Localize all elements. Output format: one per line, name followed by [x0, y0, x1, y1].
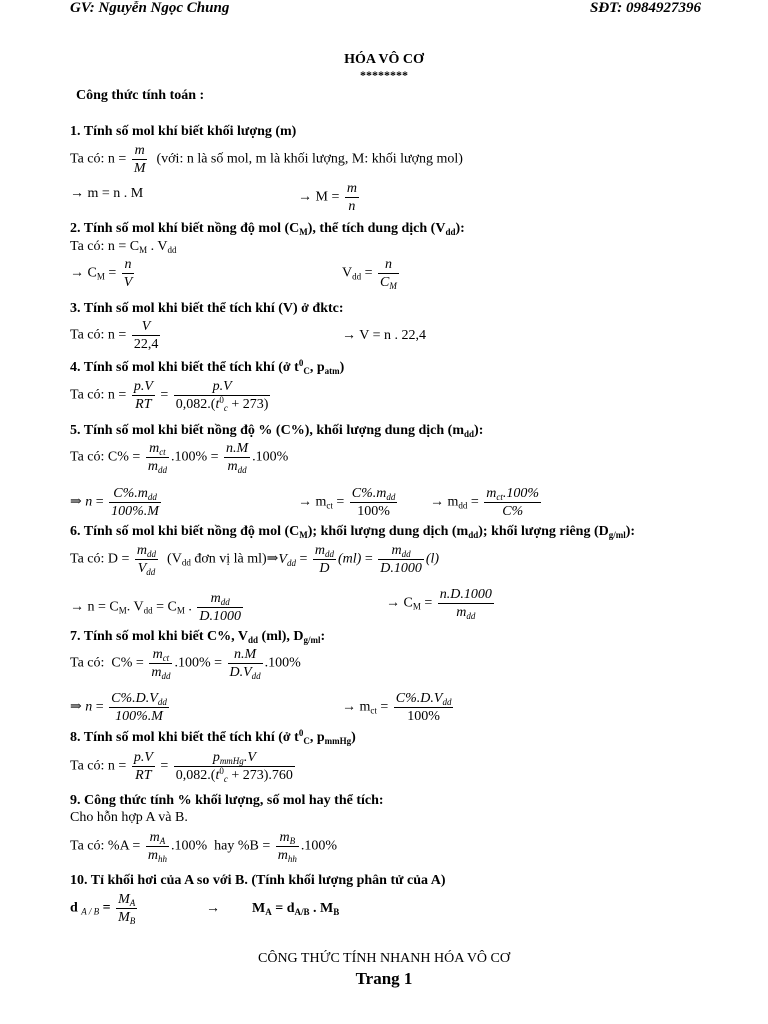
formula-7c: → $m_{ct}$ = $\frac{C\%.D.V_{dd}}{100\%}$: [342, 691, 452, 724]
section-6-heading: 6. Tính số mol khi biết nồng độ mol $(C_M)$; khối lượng dung dịch $(m_{dd})$; khối lượng riêng $(D_{g/ml})$:: [70, 524, 636, 540]
formula-4: Ta có: n = $\frac{p.V}{RT}$ = $\frac{p.V}{0,082.(t^0_c + 273)}$: [70, 379, 269, 413]
section-3-heading: 3. Tính số mol khi biết thể tích khí (V) ở đktc:: [70, 301, 344, 316]
formula-8: Ta có: n = $\frac{p.V}{RT}$ = $\frac{p_{mmHg}.V}{0,082.(t^0_c + 273).760}$: [70, 750, 293, 784]
section-2-heading: 2. Tính số mol khí biết nồng độ mol $(C_M)$, thể tích dung dịch $(V_{dd})$:: [70, 221, 465, 237]
intro-heading: Công thức tính toán :: [76, 88, 205, 103]
title-stars: ********: [360, 68, 408, 82]
section-1-heading: 1. Tính số mol khí biết khối lượng (m): [70, 124, 297, 139]
formula-10a: d $_{A / B}$ = $\frac{M_A}{M_B}$: [70, 892, 136, 926]
section-10-heading: 10. Tỉ khối hơi của A so với B. (Tính khối lượng phân tử của A): [70, 873, 446, 888]
formula-2a: Ta có: $n = C_M$ . $V_{dd}$: [70, 239, 177, 255]
formula-1c: → M = $\frac{m}{n}$: [298, 181, 357, 214]
formula-10b: $M_A = d_{A/B}$ . $M_B$: [252, 901, 340, 917]
formula-5c: → $m_{ct}$ = $\frac{C\%.m_{dd}}{100\%}$: [298, 486, 396, 519]
formula-10-arrow: →: [206, 901, 220, 916]
formula-1a: Ta có: n = $\frac{m}{M}$ (với: n là số mol, m là khối lượng, M: khối lượng mol): [70, 143, 463, 176]
formula-6b: → $n = C_M$. $V_{dd} = C_M$ . $\frac{m_{dd}}{D.1000}$: [70, 591, 241, 624]
formula-1b: → m = n . M: [70, 186, 144, 201]
formula-2b: → $C_M$ = $\frac{n}{V}$: [70, 257, 133, 290]
section-7-heading: 7. Tính số mol khi biết C%, $V_{dd}$ (ml), $D_{g/ml}$:: [70, 629, 326, 645]
formula-3a: Ta có: n = $\frac{V}{22,4}$: [70, 319, 159, 352]
formula-2c: $V_{dd}$ = $\frac{n}{C_M}$: [342, 257, 397, 291]
formula-6c: → $C_M$ = $\frac{n.D.1000}{m_{dd}}$: [386, 587, 492, 621]
formula-6a: Ta có: D = $\frac{m_{dd}}{V_{dd}}$ ($V_{dd}$ đơn vị là $ml)\Rightarrow V_{dd}$ = $\frac{m_{dd}}{D}$ (ml) = $\frac{m_{dd}}{D.1000}$ (l): [70, 543, 440, 577]
formula-7b: ⇒ n = $\frac{C\%.D.V_{dd}}{100\%.M}$: [70, 691, 167, 724]
header-phone: SĐT: 0984927396: [590, 0, 701, 16]
page-title: HÓA VÔ CƠ: [344, 52, 424, 67]
formula-5d: → $m_{dd}$ = $\frac{m_{ct}.100\%}{C\%}$: [430, 486, 540, 519]
section-9-intro: Cho hỗn hợp A và B.: [70, 810, 188, 825]
section-1-note: (với: n là số mol, m là khối lượng, M: khối lượng mol): [156, 151, 463, 167]
section-9-heading: 9. Công thức tính % khối lượng, số mol hay thể tích:: [70, 793, 384, 808]
ta-co-label: Ta có:: [70, 151, 105, 167]
formula-5b: ⇒ n = $\frac{C\%.m_{dd}}{100\%.M}$: [70, 486, 159, 519]
section-5-heading: 5. Tính số mol khi biết nồng độ % (C%), khối lượng dung dịch $(m_{dd})$:: [70, 423, 484, 439]
formula-3b: → V = n . 22,4: [342, 328, 426, 343]
section-8-heading: 8. Tính số mol khi biết thể tích khí (ở $t^0_C$, $p_{mmHg}$): [70, 728, 356, 746]
header-teacher: GV: Nguyễn Ngọc Chung: [70, 0, 230, 16]
footer-page-number: Trang 1: [355, 969, 413, 988]
formula-5a: Ta có: C% = $\frac{m_{ct}}{m_{dd}}$ .100% = $\frac{n.M}{m_{dd}}$ .100%: [70, 441, 289, 475]
formula-7a: Ta có: C% = $\frac{m_{ct}}{m_{dd}}$ .100% = $\frac{n.M}{D.V_{dd}}$ .100%: [70, 647, 301, 681]
footer-subject: CÔNG THỨC TÍNH NHANH HÓA VÔ CƠ: [258, 951, 510, 966]
section-4-heading: 4. Tính số mol khi biết thể tích khí (ở $t^0_C$, $p_{atm}$): [70, 358, 345, 376]
formula-9: Ta có: %A = $\frac{m_A}{m_{hh}}$ .100% hay %B = $\frac{m_B}{m_{hh}}$ .100%: [70, 830, 338, 864]
